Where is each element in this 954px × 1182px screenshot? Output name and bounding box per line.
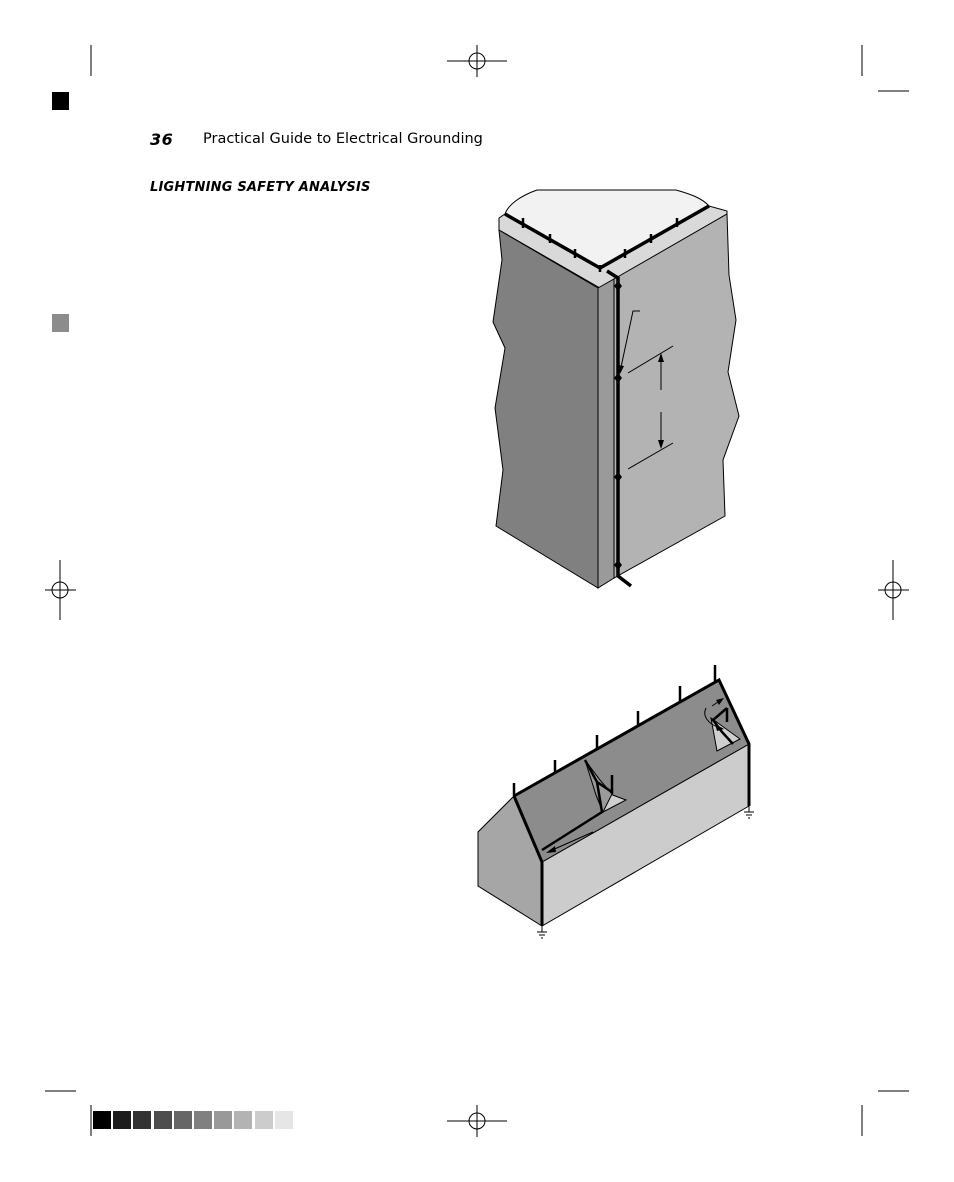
color-bar-swatch bbox=[133, 1111, 151, 1129]
color-bar-swatch bbox=[154, 1111, 172, 1129]
color-bar-swatch bbox=[194, 1111, 212, 1129]
color-bar-swatch bbox=[113, 1111, 131, 1129]
running-title: Practical Guide to Electrical Grounding bbox=[203, 131, 483, 147]
page-number: 36 bbox=[150, 130, 174, 149]
color-bar-swatch bbox=[93, 1111, 111, 1129]
section-heading: LIGHTNING SAFETY ANALYSIS bbox=[150, 180, 371, 195]
color-bar-swatch bbox=[214, 1111, 232, 1129]
ground-symbol-front bbox=[537, 926, 547, 938]
color-bar-swatch bbox=[255, 1111, 273, 1129]
color-bar-swatch bbox=[174, 1111, 192, 1129]
color-bar-swatch bbox=[234, 1111, 252, 1129]
color-bar-swatch bbox=[275, 1111, 293, 1129]
